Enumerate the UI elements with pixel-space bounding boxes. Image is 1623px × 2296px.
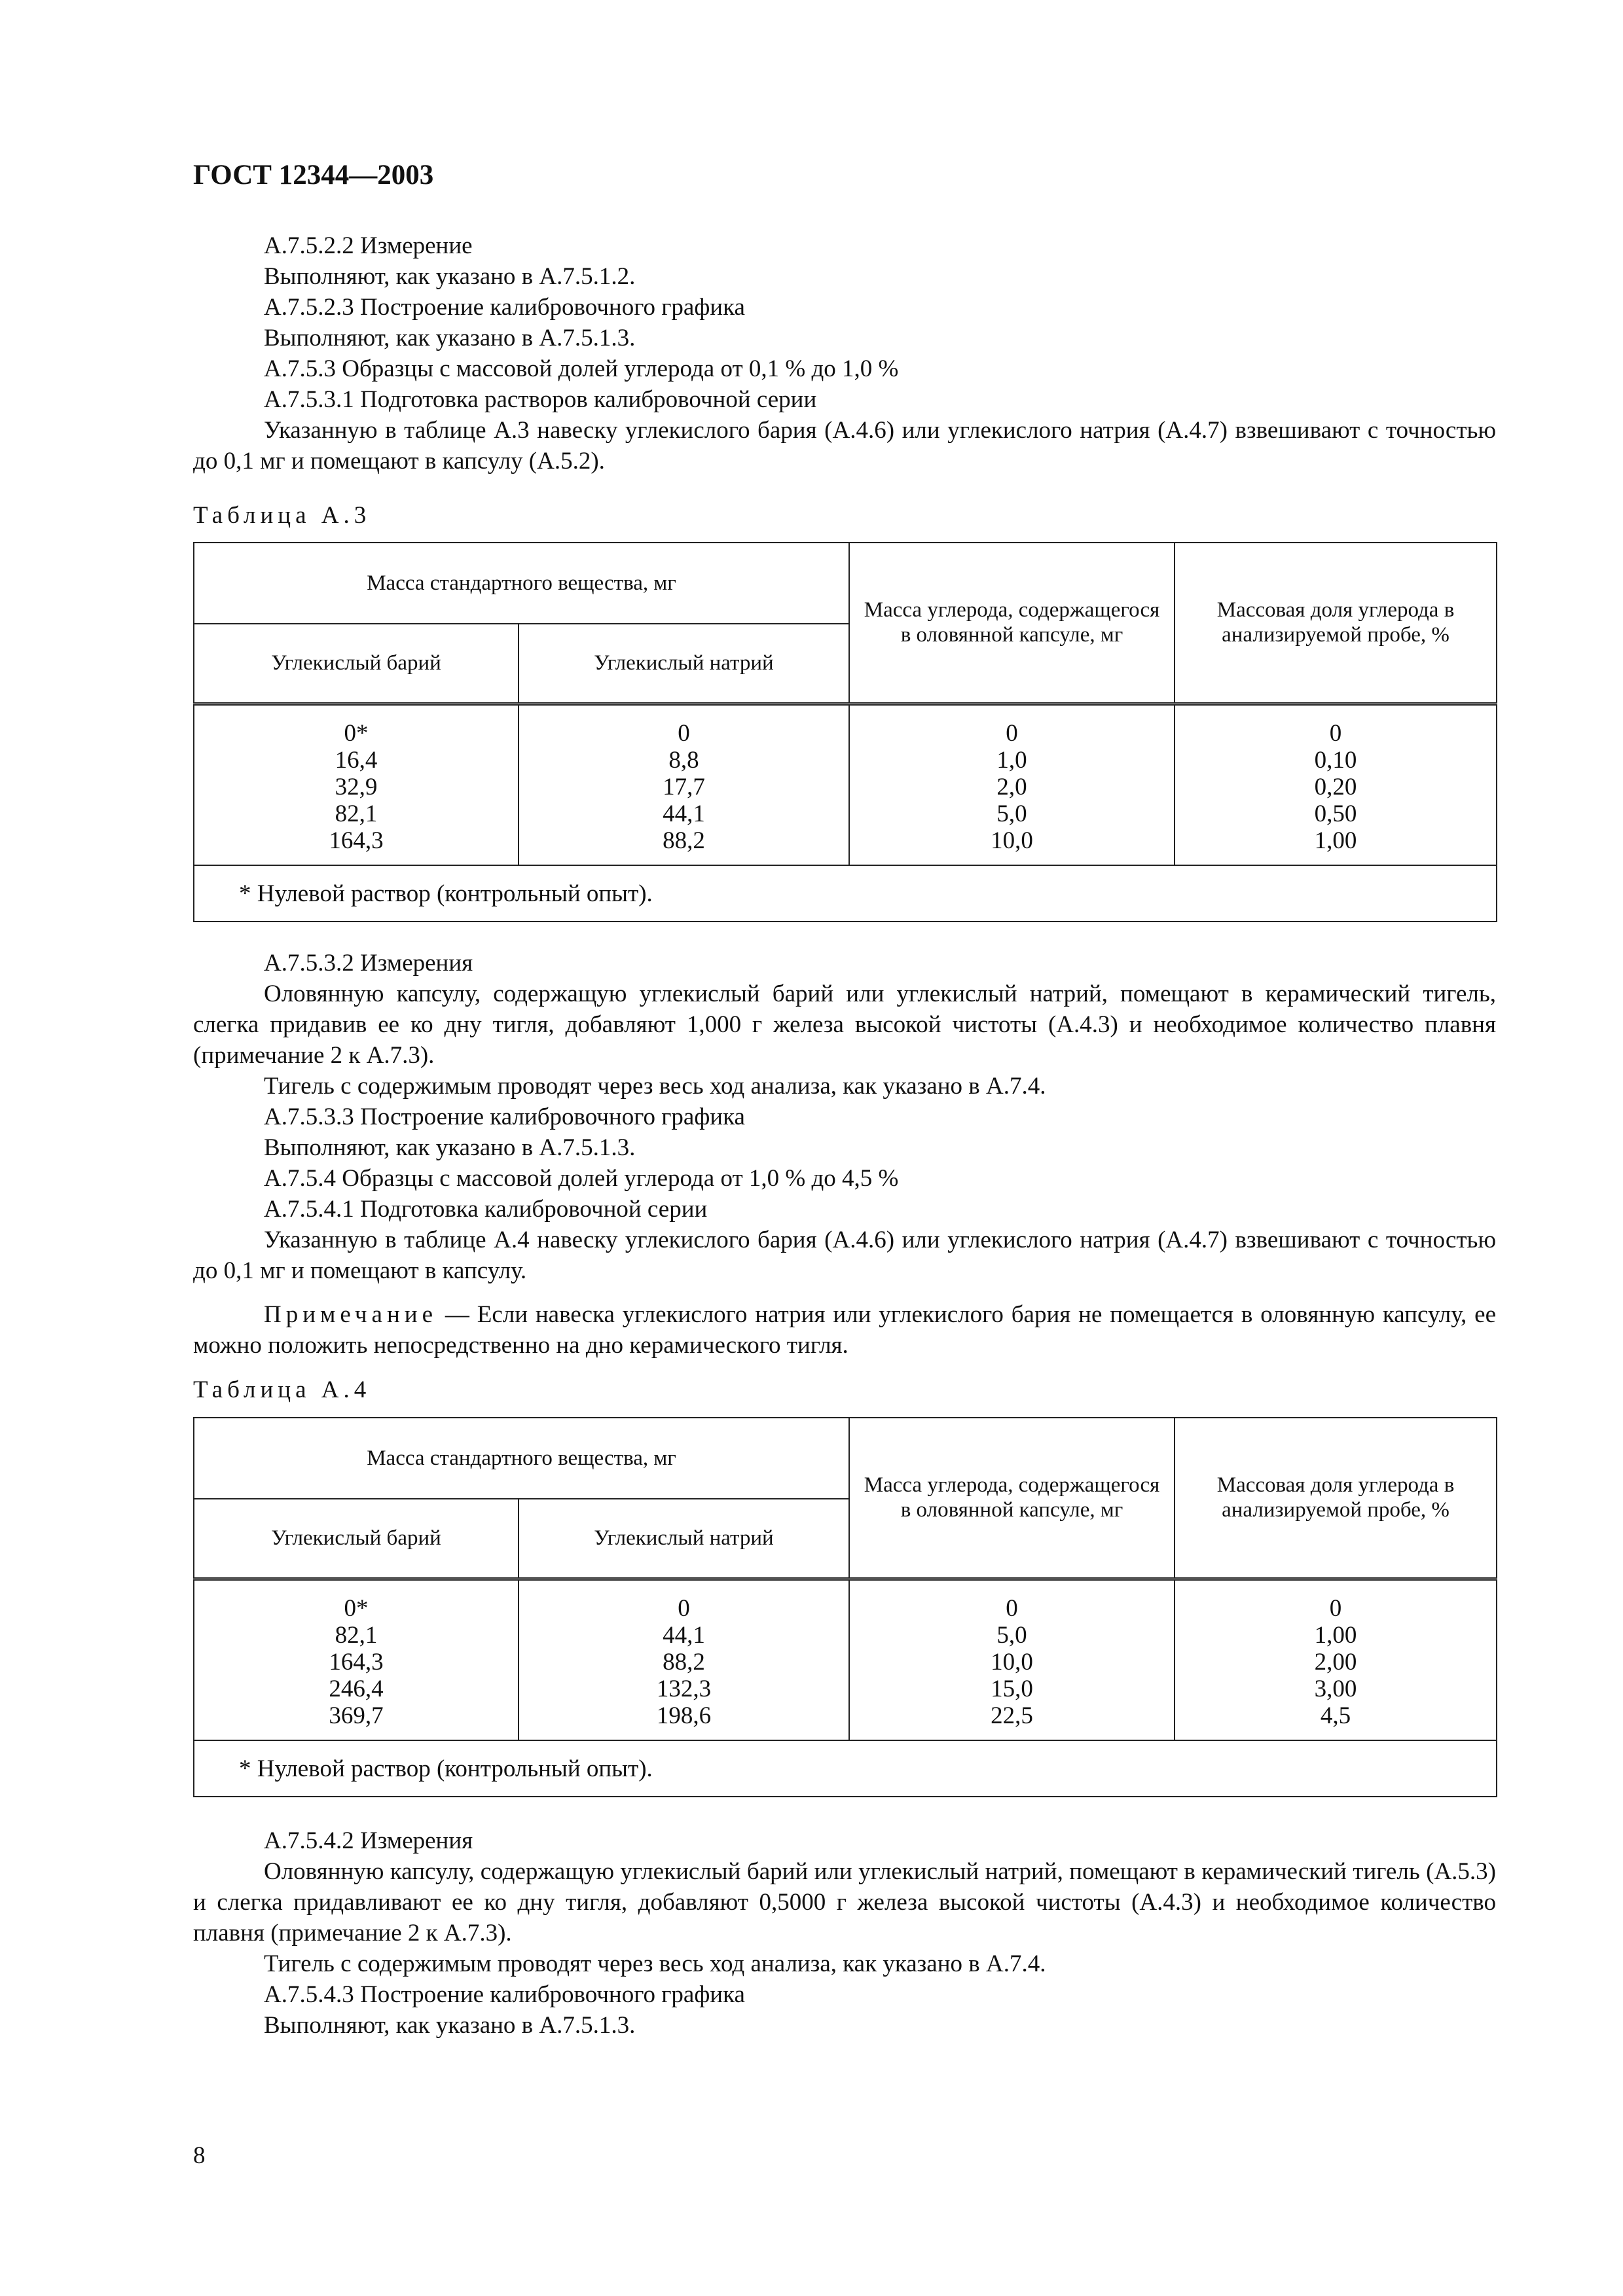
table-cell: 8,8	[668, 746, 699, 774]
table-a3-col-carbon-fraction	[1175, 704, 1497, 865]
table-cell: 0	[1329, 719, 1342, 747]
table-a4-col-carbon-fraction	[1175, 1579, 1497, 1740]
section-a7532-a7541	[193, 948, 1496, 1286]
table-cell: 0,20	[1314, 773, 1357, 800]
table-cell: 0*	[344, 719, 369, 747]
table-cell: 132,3	[656, 1675, 712, 1702]
table-cell: 88,2	[663, 827, 705, 854]
heading-a7541: А.7.5.4.1 Подготовка калибровочной серии	[264, 1196, 708, 1223]
table-cell: 1,00	[1314, 827, 1357, 854]
table-cell: 2,0	[996, 773, 1027, 800]
table-a3-footnote: * Нулевой раствор (контрольный опыт).	[194, 865, 1497, 922]
heading-a7543: А.7.5.4.3 Построение калибровочного графика	[264, 1981, 745, 2008]
table-cell: 5,0	[996, 800, 1027, 827]
table-a4-col-carbon-mass	[849, 1579, 1175, 1740]
table-cell: 164,3	[329, 827, 384, 854]
heading-a7542: А.7.5.4.2 Измерения	[264, 1827, 473, 1854]
table-cell: 1,0	[996, 746, 1027, 774]
table-cell: 0	[678, 719, 690, 747]
table-cell: 198,6	[656, 1702, 712, 1729]
table-a4-col-barium	[194, 1579, 519, 1740]
note-text: — Если навеска углекислого натрия или углекислого бария не помещается в оловянную капсулу, ее можно положить непосредственно на дно керамического тигля.	[193, 1301, 1496, 1359]
table-cell: 82,1	[335, 800, 378, 827]
table-a4-footnote: * Нулевой раствор (контрольный опыт).	[194, 1740, 1497, 1797]
table-cell: 0	[1329, 1594, 1342, 1622]
table-cell: 0*	[344, 1594, 369, 1622]
heading-a7523: А.7.5.2.3 Построение калибровочного графика	[264, 294, 745, 321]
table-a4-head-carbon-fraction: Массовая доля углерода в анализируемой пробе, %	[1175, 1418, 1497, 1579]
table-cell: 15,0	[991, 1675, 1033, 1702]
table-cell: 0,50	[1314, 800, 1357, 827]
document-header: ГОСТ 12344—2003	[193, 160, 434, 190]
text-line: Тигель с содержимым проводят через весь ход анализа, как указано в А.7.4.	[264, 1073, 1046, 1100]
table-a3	[193, 542, 1497, 922]
table-cell: 0	[1006, 1594, 1018, 1622]
table-cell: 32,9	[335, 773, 378, 800]
heading-a753: А.7.5.3 Образцы с массовой долей углерода от 0,1 % до 1,0 %	[264, 355, 899, 382]
table-a4	[193, 1417, 1497, 1797]
table-cell: 82,1	[335, 1621, 378, 1649]
table-a4-head-barium: Углекислый барий	[194, 1499, 519, 1579]
table-cell: 44,1	[663, 800, 705, 827]
table-cell: 2,00	[1314, 1648, 1357, 1676]
paragraph-capsule-a4: Оловянную капсулу, содержащую углекислый барий или углекислый натрий, помещают в керамический тигель (А.5.3) и слегка придавливают ее ко дну тигля, добавляют 0,5000 г железа высокой чистоты (А.4.3) и необходимое количество плавня (примечание 2 к А.7.3).	[193, 1858, 1496, 1946]
table-a3-label: Таблица А.3	[193, 502, 371, 529]
table-cell: 0	[1006, 719, 1018, 747]
table-a3-head-barium: Углекислый барий	[194, 624, 519, 704]
table-cell: 5,0	[996, 1621, 1027, 1649]
table-cell: 0	[678, 1594, 690, 1622]
page-number: 8	[193, 2142, 206, 2169]
table-cell: 16,4	[335, 746, 378, 774]
table-cell: 369,7	[329, 1702, 384, 1729]
text-line: Выполняют, как указано в А.7.5.1.3.	[264, 2012, 636, 2039]
table-cell: 246,4	[329, 1675, 384, 1702]
section-a7542-a7543	[193, 1825, 1496, 2041]
heading-a7532: А.7.5.3.2 Измерения	[264, 950, 473, 977]
paragraph-weighing-a4: Указанную в таблице А.4 навеску углекислого бария (А.4.6) или углекислого натрия (А.4.7) взвешивают с точностью до 0,1 мг и помещают в капсулу.	[193, 1227, 1496, 1284]
table-cell: 10,0	[991, 827, 1033, 854]
table-a4-label: Таблица А.4	[193, 1376, 371, 1403]
text-line: Выполняют, как указано в А.7.5.1.3.	[264, 325, 636, 351]
paragraph-capsule-a3: Оловянную капсулу, содержащую углекислый барий или углекислый натрий, помещают в керамический тигель, слегка придавив ее ко дну тигля, добавляют 1,000 г железа высокой чистоты (А.4.3) и необходимое количество плавня (примечание 2 к А.7.3).	[193, 980, 1496, 1069]
heading-a7522: А.7.5.2.2 Измерение	[264, 232, 473, 259]
table-a3-col-carbon-mass	[849, 704, 1175, 865]
note-paragraph	[193, 1299, 1496, 1361]
table-a3-head-carbon-mass: Масса углерода, содержащегося в оловянной капсуле, мг	[849, 543, 1175, 704]
table-a4-head-carbon-mass: Масса углерода, содержащегося в оловянной капсуле, мг	[849, 1418, 1175, 1579]
table-cell: 3,00	[1314, 1675, 1357, 1702]
table-a3-head-sodium: Углекислый натрий	[519, 624, 849, 704]
table-cell: 10,0	[991, 1648, 1033, 1676]
heading-a7531: А.7.5.3.1 Подготовка растворов калибровочной серии	[264, 386, 817, 413]
table-cell: 4,5	[1320, 1702, 1351, 1729]
table-a3-col-sodium	[519, 704, 849, 865]
table-a4-head-group: Масса стандартного вещества, мг	[194, 1418, 849, 1499]
table-a3-head-group: Масса стандартного вещества, мг	[194, 543, 849, 624]
table-cell: 44,1	[663, 1621, 705, 1649]
table-a3-col-barium	[194, 704, 519, 865]
heading-a7533: А.7.5.3.3 Построение калибровочного графика	[264, 1103, 745, 1130]
table-cell: 88,2	[663, 1648, 705, 1676]
table-a4-head-sodium: Углекислый натрий	[519, 1499, 849, 1579]
table-cell: 164,3	[329, 1648, 384, 1676]
text-line: Тигель с содержимым проводят через весь ход анализа, как указано в А.7.4.	[264, 1950, 1046, 1977]
table-a3-head-carbon-fraction: Массовая доля углерода в анализируемой пробе, %	[1175, 543, 1497, 704]
paragraph-weighing-a3: Указанную в таблице А.3 навеску углекислого бария (А.4.6) или углекислого натрия (А.4.7) взвешивают с точностью до 0,1 мг и помещают в капсулу (А.5.2).	[193, 417, 1496, 475]
section-a7522-a7531	[193, 230, 1496, 476]
text-line: Выполняют, как указано в А.7.5.1.3.	[264, 1134, 636, 1161]
heading-a754: А.7.5.4 Образцы с массовой долей углерода от 1,0 % до 4,5 %	[264, 1165, 899, 1192]
table-cell: 22,5	[991, 1702, 1033, 1729]
table-cell: 17,7	[663, 773, 705, 800]
table-a4-col-sodium	[519, 1579, 849, 1740]
text-line: Выполняют, как указано в А.7.5.1.2.	[264, 263, 636, 290]
table-cell: 1,00	[1314, 1621, 1357, 1649]
note-label: Примечание	[264, 1301, 437, 1328]
table-cell: 0,10	[1314, 746, 1357, 774]
